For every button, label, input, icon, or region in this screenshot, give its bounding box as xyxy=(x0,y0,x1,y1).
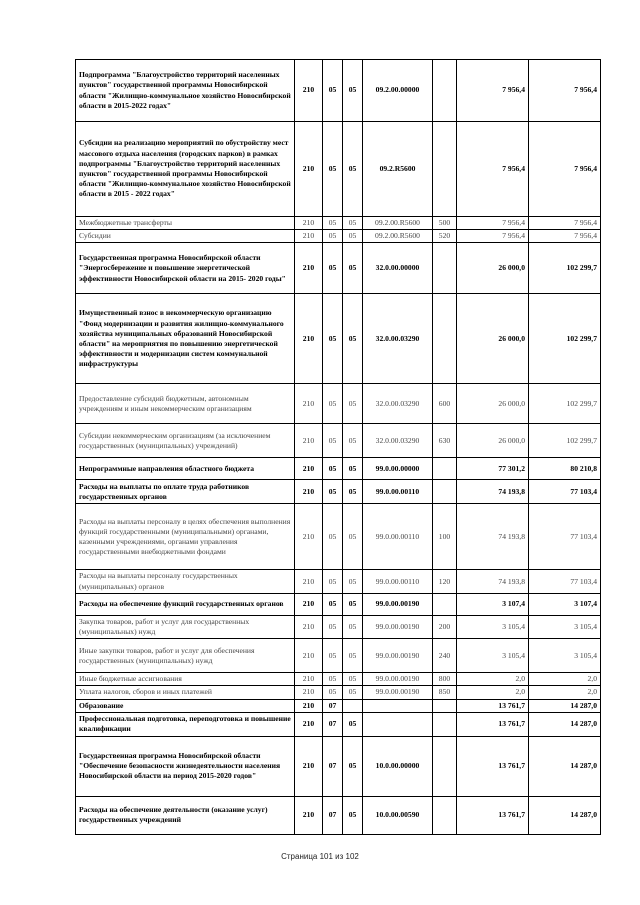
table-row xyxy=(76,122,601,217)
target-article-cell: 32.0.00.03290 xyxy=(363,294,433,384)
ministry-code-cell: 210 xyxy=(295,122,323,217)
table-row xyxy=(76,615,601,638)
amount-year2-cell: 2,0 xyxy=(529,686,601,699)
row-name-cell: Предоставление субсидий бюджетным, автономным учреждениям и иным некоммерческим организациям xyxy=(76,384,295,424)
ministry-code-cell: 210 xyxy=(295,230,323,243)
amount-year1-cell: 7 956,4 xyxy=(457,122,529,217)
subsection-code-cell: 05 xyxy=(343,593,363,615)
amount-year1-cell: 26 000,0 xyxy=(457,384,529,424)
ministry-code-cell: 210 xyxy=(295,217,323,230)
expense-type-cell: 200 xyxy=(433,615,457,638)
table-row xyxy=(76,593,601,615)
table-row xyxy=(76,243,601,294)
table-body xyxy=(76,60,601,835)
row-name-cell: Расходы на выплаты персоналу в целях обеспечения выполнения функций государственными (муниципальными) органами, казенными учреждениями, органами управления государственными внебюджетными фондами xyxy=(76,504,295,570)
ministry-code-cell: 210 xyxy=(295,699,323,712)
amount-year1-cell: 74 193,8 xyxy=(457,504,529,570)
row-name-cell: Расходы на обеспечение функций государственных органов xyxy=(76,593,295,615)
table-row xyxy=(76,673,601,686)
subsection-code-cell: 05 xyxy=(343,639,363,673)
subsection-code-cell: 05 xyxy=(343,712,363,736)
ministry-code-cell: 210 xyxy=(295,736,323,796)
target-article-cell: 99.0.00.00190 xyxy=(363,639,433,673)
row-name-cell: Закупка товаров, работ и услуг для государственных (муниципальных) нужд xyxy=(76,615,295,638)
subsection-code-cell: 05 xyxy=(343,673,363,686)
target-article-cell: 09.2.00.R5600 xyxy=(363,230,433,243)
section-code-cell: 05 xyxy=(323,673,343,686)
ministry-code-cell: 210 xyxy=(295,294,323,384)
expense-type-cell xyxy=(433,736,457,796)
table-row xyxy=(76,639,601,673)
subsection-code-cell: 05 xyxy=(343,424,363,458)
expense-type-cell: 800 xyxy=(433,673,457,686)
section-code-cell: 07 xyxy=(323,699,343,712)
amount-year2-cell: 14 287,0 xyxy=(529,736,601,796)
section-code-cell: 05 xyxy=(323,230,343,243)
amount-year2-cell: 7 956,4 xyxy=(529,122,601,217)
amount-year2-cell: 14 287,0 xyxy=(529,712,601,736)
ministry-code-cell: 210 xyxy=(295,504,323,570)
row-name-cell: Профессиональная подготовка, переподготовка и повышение квалификации xyxy=(76,712,295,736)
amount-year2-cell: 102 299,7 xyxy=(529,294,601,384)
subsection-code-cell: 05 xyxy=(343,736,363,796)
section-code-cell: 05 xyxy=(323,384,343,424)
table-row xyxy=(76,480,601,504)
amount-year2-cell: 14 287,0 xyxy=(529,699,601,712)
section-code-cell: 07 xyxy=(323,736,343,796)
section-code-cell: 05 xyxy=(323,570,343,593)
expense-type-cell xyxy=(433,712,457,736)
amount-year1-cell: 2,0 xyxy=(457,686,529,699)
page-number: Страница 101 из 102 xyxy=(281,852,359,861)
amount-year2-cell: 80 210,8 xyxy=(529,458,601,480)
table-row xyxy=(76,217,601,230)
amount-year2-cell: 14 287,0 xyxy=(529,796,601,834)
expense-type-cell xyxy=(433,593,457,615)
table-row xyxy=(76,699,601,712)
amount-year1-cell: 2,0 xyxy=(457,673,529,686)
expense-type-cell xyxy=(433,60,457,122)
amount-year2-cell: 102 299,7 xyxy=(529,384,601,424)
section-code-cell: 05 xyxy=(323,686,343,699)
table-row xyxy=(76,294,601,384)
expense-type-cell xyxy=(433,480,457,504)
amount-year1-cell: 3 105,4 xyxy=(457,615,529,638)
row-name-cell: Государственная программа Новосибирской области "Обеспечение безопасности жизнедеятельности населения Новосибирской области на период 2015-2020 годов" xyxy=(76,736,295,796)
row-name-cell: Расходы на выплаты по оплате труда работников государственных органов xyxy=(76,480,295,504)
row-name-cell: Расходы на обеспечение деятельности (оказание услуг) государственных учреждений xyxy=(76,796,295,834)
expense-type-cell xyxy=(433,243,457,294)
expense-type-cell xyxy=(433,294,457,384)
amount-year2-cell: 102 299,7 xyxy=(529,424,601,458)
table-row xyxy=(76,424,601,458)
target-article-cell: 09.2.00.00000 xyxy=(363,60,433,122)
amount-year2-cell: 77 103,4 xyxy=(529,504,601,570)
amount-year2-cell: 7 956,4 xyxy=(529,60,601,122)
section-code-cell: 05 xyxy=(323,243,343,294)
row-name-cell: Субсидии xyxy=(76,230,295,243)
budget-table xyxy=(75,59,601,835)
row-name-cell: Иные бюджетные ассигнования xyxy=(76,673,295,686)
ministry-code-cell: 210 xyxy=(295,673,323,686)
table-row xyxy=(76,60,601,122)
expense-type-cell: 100 xyxy=(433,504,457,570)
amount-year2-cell: 7 956,4 xyxy=(529,217,601,230)
table-row xyxy=(76,384,601,424)
amount-year1-cell: 3 107,4 xyxy=(457,593,529,615)
ministry-code-cell: 210 xyxy=(295,570,323,593)
expense-type-cell: 600 xyxy=(433,384,457,424)
row-name-cell: Государственная программа Новосибирской области "Энергосбережение и повышение энергетической эффективности Новосибирской области на 2015- 2020 годы" xyxy=(76,243,295,294)
ministry-code-cell: 210 xyxy=(295,384,323,424)
subsection-code-cell: 05 xyxy=(343,384,363,424)
target-article-cell: 32.0.00.03290 xyxy=(363,384,433,424)
ministry-code-cell: 210 xyxy=(295,458,323,480)
amount-year1-cell: 77 301,2 xyxy=(457,458,529,480)
amount-year1-cell: 13 761,7 xyxy=(457,712,529,736)
subsection-code-cell: 05 xyxy=(343,686,363,699)
row-name-cell: Имущественный взнос в некоммерческую организацию "Фонд модернизации и развития жилищно-коммунального хозяйства муниципальных образований Новосибирской области" на мероприятия по повышению энергетической эффективности и модернизации систем коммунальной инфраструктуры xyxy=(76,294,295,384)
amount-year1-cell: 13 761,7 xyxy=(457,736,529,796)
table-row xyxy=(76,796,601,834)
amount-year1-cell: 26 000,0 xyxy=(457,294,529,384)
subsection-code-cell: 05 xyxy=(343,122,363,217)
amount-year1-cell: 13 761,7 xyxy=(457,796,529,834)
target-article-cell: 32.0.00.00000 xyxy=(363,243,433,294)
amount-year1-cell: 26 000,0 xyxy=(457,424,529,458)
subsection-code-cell: 05 xyxy=(343,243,363,294)
table-row xyxy=(76,712,601,736)
expense-type-cell xyxy=(433,699,457,712)
expense-type-cell xyxy=(433,796,457,834)
row-name-cell: Межбюджетные трансферты xyxy=(76,217,295,230)
target-article-cell: 99.0.00.00190 xyxy=(363,686,433,699)
section-code-cell: 05 xyxy=(323,639,343,673)
target-article-cell: 10.0.00.00000 xyxy=(363,736,433,796)
target-article-cell: 99.0.00.00190 xyxy=(363,615,433,638)
expense-type-cell: 520 xyxy=(433,230,457,243)
target-article-cell: 09.2.R5600 xyxy=(363,122,433,217)
section-code-cell: 05 xyxy=(323,615,343,638)
ministry-code-cell: 210 xyxy=(295,424,323,458)
amount-year1-cell: 74 193,8 xyxy=(457,480,529,504)
expense-type-cell: 120 xyxy=(433,570,457,593)
table-row xyxy=(76,230,601,243)
amount-year1-cell: 26 000,0 xyxy=(457,243,529,294)
section-code-cell: 07 xyxy=(323,712,343,736)
target-article-cell: 99.0.00.00190 xyxy=(363,593,433,615)
subsection-code-cell: 05 xyxy=(343,458,363,480)
expense-type-cell: 500 xyxy=(433,217,457,230)
amount-year2-cell: 2,0 xyxy=(529,673,601,686)
ministry-code-cell: 210 xyxy=(295,686,323,699)
section-code-cell: 05 xyxy=(323,458,343,480)
target-article-cell: 10.0.00.00590 xyxy=(363,796,433,834)
subsection-code-cell xyxy=(343,699,363,712)
table-row xyxy=(76,736,601,796)
target-article-cell: 99.0.00.00110 xyxy=(363,570,433,593)
target-article-cell xyxy=(363,712,433,736)
amount-year2-cell: 7 956,4 xyxy=(529,230,601,243)
ministry-code-cell: 210 xyxy=(295,593,323,615)
section-code-cell: 05 xyxy=(323,217,343,230)
subsection-code-cell: 05 xyxy=(343,796,363,834)
subsection-code-cell: 05 xyxy=(343,217,363,230)
amount-year2-cell: 102 299,7 xyxy=(529,243,601,294)
table-row xyxy=(76,504,601,570)
amount-year1-cell: 74 193,8 xyxy=(457,570,529,593)
ministry-code-cell: 210 xyxy=(295,243,323,294)
row-name-cell: Непрограммные направления областного бюджета xyxy=(76,458,295,480)
subsection-code-cell: 05 xyxy=(343,504,363,570)
table-row xyxy=(76,686,601,699)
target-article-cell: 99.0.00.00110 xyxy=(363,504,433,570)
target-article-cell: 99.0.00.00110 xyxy=(363,480,433,504)
row-name-cell: Иные закупки товаров, работ и услуг для обеспечения государственных (муниципальных) нужд xyxy=(76,639,295,673)
subsection-code-cell: 05 xyxy=(343,294,363,384)
amount-year2-cell: 3 107,4 xyxy=(529,593,601,615)
target-article-cell: 99.0.00.00190 xyxy=(363,673,433,686)
expense-type-cell xyxy=(433,458,457,480)
ministry-code-cell: 210 xyxy=(295,480,323,504)
row-name-cell: Уплата налогов, сборов и иных платежей xyxy=(76,686,295,699)
subsection-code-cell: 05 xyxy=(343,230,363,243)
subsection-code-cell: 05 xyxy=(343,480,363,504)
row-name-cell: Расходы на выплаты персоналу государственных (муниципальных) органов xyxy=(76,570,295,593)
target-article-cell xyxy=(363,699,433,712)
subsection-code-cell: 05 xyxy=(343,570,363,593)
expense-type-cell: 630 xyxy=(433,424,457,458)
row-name-cell: Образование xyxy=(76,699,295,712)
amount-year1-cell: 13 761,7 xyxy=(457,699,529,712)
ministry-code-cell: 210 xyxy=(295,712,323,736)
target-article-cell: 09.2.00.R5600 xyxy=(363,217,433,230)
section-code-cell: 05 xyxy=(323,294,343,384)
row-name-cell: Субсидии на реализацию мероприятий по обустройству мест массового отдыха населения (городских парков) в рамках подпрограммы "Благоустройство территорий населенных пунктов" государственной программы Новосибирской области "Жилищно-коммунальное хозяйство Новосибирской области в 2015 - 2022 годах" xyxy=(76,122,295,217)
target-article-cell: 32.0.00.03290 xyxy=(363,424,433,458)
amount-year2-cell: 77 103,4 xyxy=(529,480,601,504)
ministry-code-cell: 210 xyxy=(295,60,323,122)
amount-year2-cell: 3 105,4 xyxy=(529,639,601,673)
subsection-code-cell: 05 xyxy=(343,60,363,122)
ministry-code-cell: 210 xyxy=(295,796,323,834)
section-code-cell: 05 xyxy=(323,504,343,570)
row-name-cell: Субсидии некоммерческим организациям (за исключением государственных (муниципальных) учреждений) xyxy=(76,424,295,458)
amount-year1-cell: 7 956,4 xyxy=(457,60,529,122)
section-code-cell: 07 xyxy=(323,796,343,834)
ministry-code-cell: 210 xyxy=(295,639,323,673)
ministry-code-cell: 210 xyxy=(295,615,323,638)
amount-year1-cell: 3 105,4 xyxy=(457,639,529,673)
subsection-code-cell: 05 xyxy=(343,615,363,638)
expense-type-cell xyxy=(433,122,457,217)
target-article-cell: 99.0.00.00000 xyxy=(363,458,433,480)
section-code-cell: 05 xyxy=(323,60,343,122)
table-row xyxy=(76,570,601,593)
expense-type-cell: 850 xyxy=(433,686,457,699)
section-code-cell: 05 xyxy=(323,593,343,615)
table-row xyxy=(76,458,601,480)
section-code-cell: 05 xyxy=(323,480,343,504)
amount-year2-cell: 3 105,4 xyxy=(529,615,601,638)
section-code-cell: 05 xyxy=(323,424,343,458)
amount-year1-cell: 7 956,4 xyxy=(457,230,529,243)
amount-year1-cell: 7 956,4 xyxy=(457,217,529,230)
expense-type-cell: 240 xyxy=(433,639,457,673)
row-name-cell: Подпрограмма "Благоустройство территорий населенных пунктов" государственной программы Новосибирской области "Жилищно-коммунальное хозяйство Новосибирской области в 2015-2022 годах" xyxy=(76,60,295,122)
amount-year2-cell: 77 103,4 xyxy=(529,570,601,593)
section-code-cell: 05 xyxy=(323,122,343,217)
